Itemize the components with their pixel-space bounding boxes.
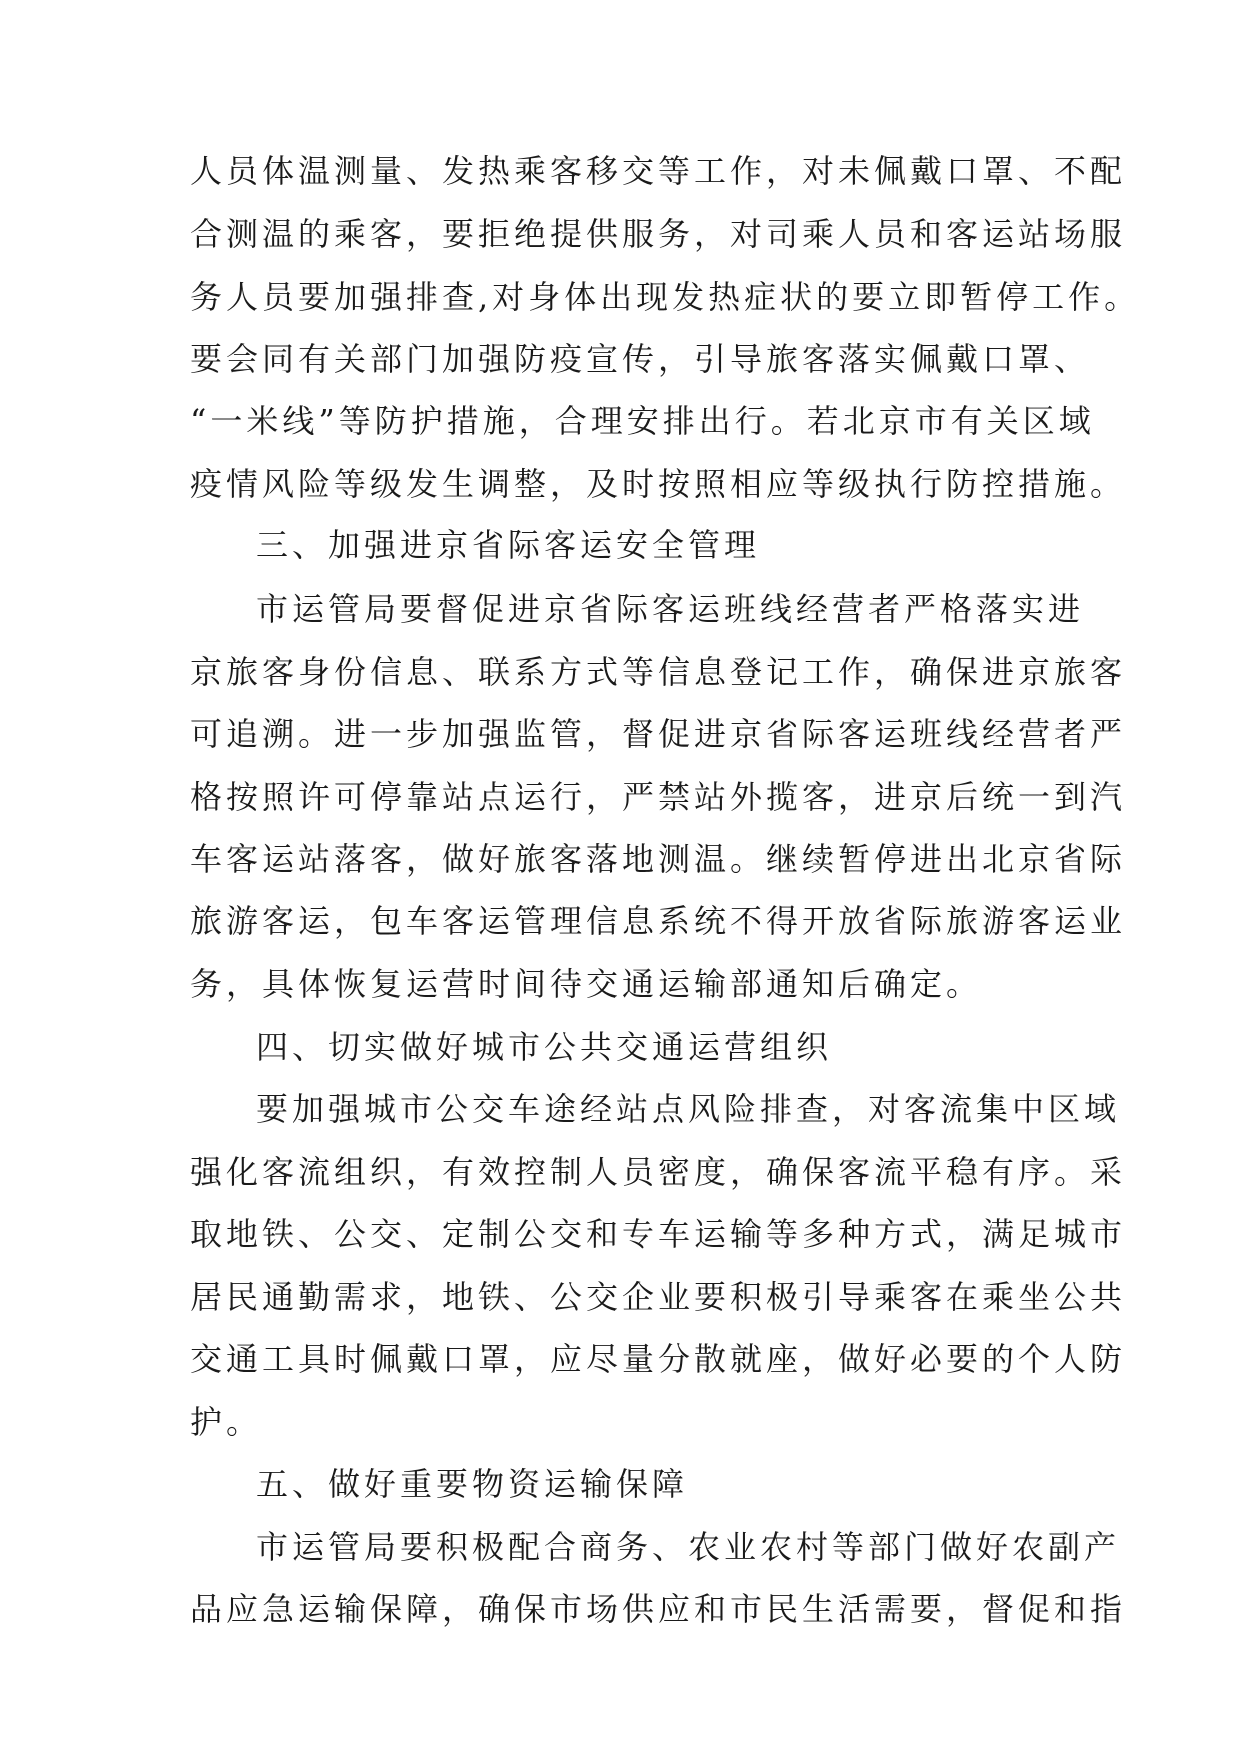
body-line: 取地铁、公交、定制公交和专车运输等多种方式，满足城市 [190, 1215, 1127, 1253]
body-line: 格按照许可停靠站点运行，严禁站外揽客，进京后统一到汽 [190, 778, 1127, 816]
body-line: 京旅客身份信息、联系方式等信息登记工作，确保进京旅客 [190, 653, 1127, 691]
body-line: 交通工具时佩戴口罩，应尽量分散就座，做好必要的个人防 [190, 1340, 1127, 1378]
section-heading: 四、切实做好城市公共交通运营组织 [256, 1028, 833, 1066]
section-heading: 三、加强进京省际客运安全管理 [256, 526, 761, 564]
body-line: 务人员要加强排查,对身体出现发热症状的要立即暂停工作。 [190, 278, 1141, 316]
body-line: 人员体温测量、发热乘客移交等工作，对未佩戴口罩、不配 [190, 152, 1127, 190]
body-line: 旅游客运，包车客运管理信息系统不得开放省际旅游客运业 [190, 902, 1127, 940]
body-line: 品应急运输保障，确保市场供应和市民生活需要，督促和指 [190, 1590, 1127, 1628]
body-line: 居民通勤需求，地铁、公交企业要积极引导乘客在乘坐公共 [190, 1278, 1127, 1316]
section-heading: 五、做好重要物资运输保障 [256, 1465, 689, 1503]
body-line: 合测温的乘客，要拒绝提供服务，对司乘人员和客运站场服 [190, 215, 1127, 253]
body-line: 护。 [190, 1403, 263, 1441]
body-line: 市运管局要积极配合商务、农业农村等部门做好农副产 [256, 1528, 1121, 1566]
body-line: 疫情风险等级发生调整，及时按照相应等级执行防控措施。 [190, 465, 1127, 503]
body-line: 要会同有关部门加强防疫宣传，引导旅客落实佩戴口罩、 [190, 340, 1091, 378]
body-line: “一米线”等防护措施，合理安排出行。若北京市有关区域 [190, 402, 1095, 440]
body-line: 要加强城市公交车途经站点风险排查，对客流集中区域 [256, 1090, 1121, 1128]
body-line: 可追溯。进一步加强监管，督促进京省际客运班线经营者严 [190, 715, 1127, 753]
body-line: 车客运站落客，做好旅客落地测温。继续暂停进出北京省际 [190, 840, 1127, 878]
body-line: 务，具体恢复运营时间待交通运输部通知后确定。 [190, 965, 983, 1003]
body-line: 市运管局要督促进京省际客运班线经营者严格落实进 [256, 590, 1085, 628]
body-line: 强化客流组织，有效控制人员密度，确保客流平稳有序。采 [190, 1153, 1127, 1191]
